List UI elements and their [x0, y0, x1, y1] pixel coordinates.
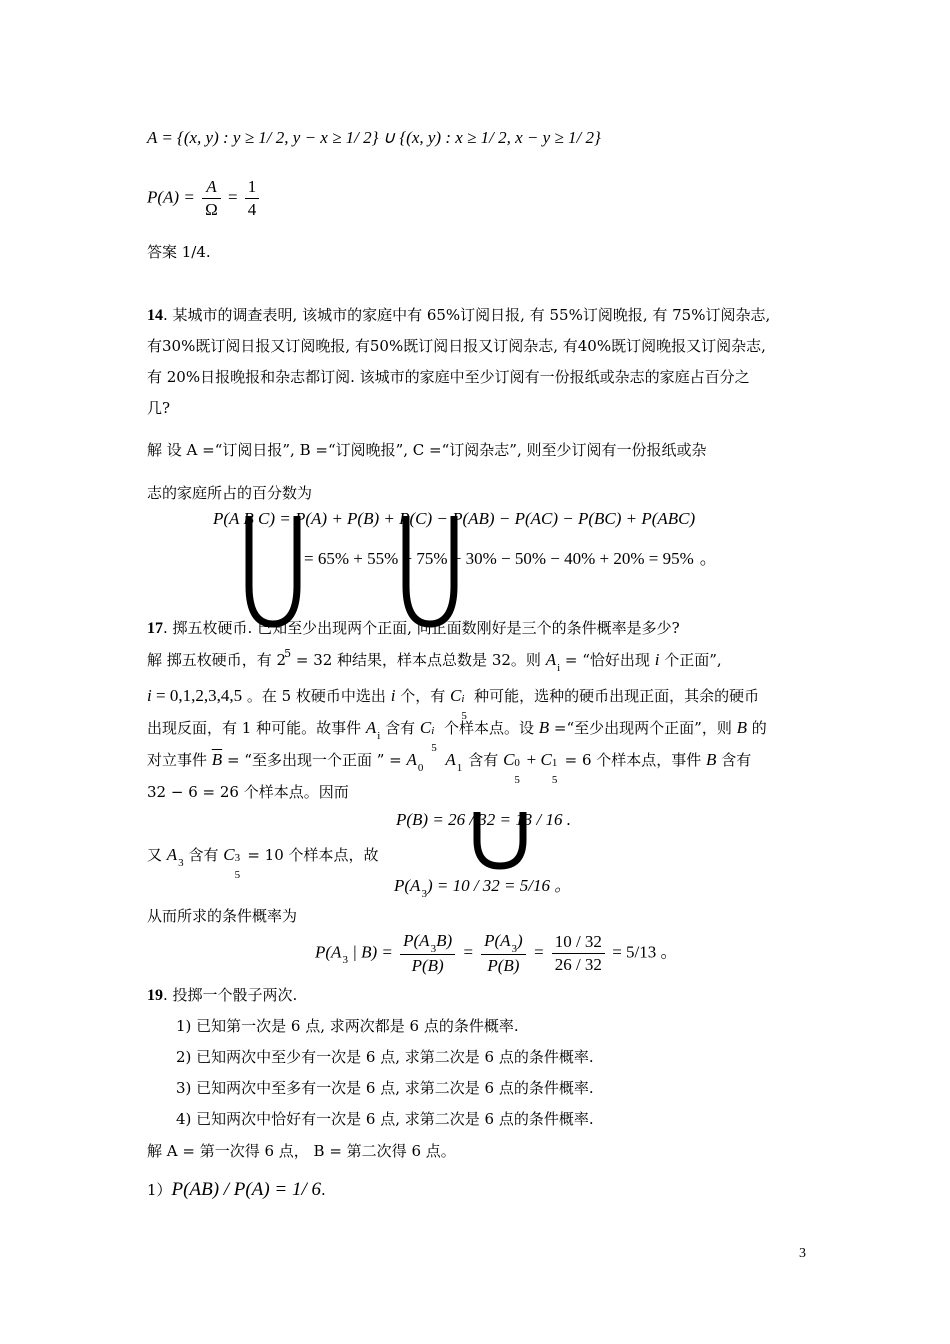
q17-line-3	[147, 686, 760, 722]
cond-f3-num: 10 / 32	[554, 932, 602, 951]
q14-solution-line-2: 志的家庭所占的百分数为	[147, 484, 313, 502]
q14-equation-2	[304, 549, 717, 569]
q17-l5-C0: C	[503, 750, 515, 769]
cond-fraction-2	[481, 930, 526, 977]
cond-lhs-sub: 3	[342, 954, 348, 967]
q17-l2b: = 32 种结果，样本点总数是 32。则	[291, 651, 546, 669]
q17-line-2	[147, 647, 722, 674]
q17-l4b: 含有	[380, 719, 420, 737]
q14-text-1: . 某城市的调查表明, 该城市的家庭中有 65%订阅日报, 有 55%订阅晚报, 有 75%订阅杂志,	[163, 306, 771, 324]
q17-line-7	[147, 845, 379, 881]
q17-l3-sup-i: i	[461, 693, 465, 705]
q17-l5-A0: A	[406, 750, 417, 769]
q17-l5-B: B	[706, 750, 717, 769]
q17-l4e: 的	[746, 719, 767, 737]
q17-l5-Bbar: $\overline{B}$	[211, 750, 223, 769]
q17-l3b: = 0,1,2,3,4,5	[151, 686, 243, 705]
cond-fraction-3	[552, 931, 605, 976]
prob-frac1-num: A	[206, 177, 217, 196]
cond-f1-den: P(B)	[400, 954, 455, 977]
q19-ans1-label: 1）	[147, 1181, 172, 1199]
union-symbol-2	[400, 516, 460, 628]
q17-l7a: 又	[147, 846, 167, 864]
q17-line-5	[147, 750, 752, 786]
q17-l5e: 含有	[716, 751, 752, 769]
q17-l2sup: 5	[284, 647, 292, 660]
prob-eq: =	[227, 187, 238, 207]
q17-l3C: C	[449, 686, 462, 705]
union-symbol-3	[471, 812, 529, 872]
q17-text-1: . 掷五枚硬币. 已知至少出现两个正面, 问正面数刚好是三个的条件概率是多少?	[163, 619, 680, 637]
q17-l7-sup3: 3	[234, 852, 241, 864]
q17-line-1	[147, 618, 680, 639]
cond-eq1: =	[458, 942, 474, 962]
q19-title-text: . 投掷一个骰子两次.	[163, 986, 298, 1004]
q17-l2a: 解 掷五枚硬币，有 2	[147, 651, 287, 669]
q19-ans1-end: .	[321, 1181, 326, 1199]
q17-l2i: i	[654, 650, 660, 669]
q14-line-3: 有 20%日报晚报和杂志都订阅. 该城市的家庭中至少订阅有一份报纸或杂志的家庭占百分之	[147, 368, 750, 386]
cond-f2n-sub: 3	[511, 943, 518, 955]
cond-f2n: P(A	[484, 931, 511, 950]
q14-eq2-end: 。	[699, 549, 717, 568]
prob-frac2-den: 4	[245, 198, 260, 221]
cond-lhs2: | B) =	[347, 942, 393, 962]
cond-fraction-1	[400, 930, 455, 977]
q17-l5-sub1: 1	[456, 762, 463, 774]
cond-f2-den: P(B)	[481, 954, 526, 977]
cond-f2n2: )	[517, 931, 523, 950]
cond-f2-num	[481, 930, 526, 954]
q17-l5-C1: C	[540, 750, 552, 769]
q17-l2A: A	[545, 650, 557, 669]
q17-l5-sub5a: 5	[514, 774, 520, 786]
q17-l3e2: 种可能，选种的硬币出现正面，其余的硬币	[469, 687, 760, 705]
q17-line-6: 32 − 6 = 26 个样本点。因而	[147, 783, 349, 801]
q17-l7-sub3: 3	[178, 857, 184, 869]
q17-l7-A: A	[166, 845, 178, 864]
cond-f1n-sub: 3	[430, 943, 437, 955]
cond-eq2: =	[528, 942, 545, 962]
q17-l4d: =“至少出现两个正面”，则	[549, 719, 737, 737]
q14-line-1	[147, 305, 770, 326]
q17-line-8: 从而所求的条件概率为	[147, 907, 298, 925]
q17-l5a: 对立事件	[147, 751, 212, 769]
prob-frac1-den: Ω	[202, 198, 221, 221]
q19-answer-1	[147, 1180, 326, 1200]
q17-l3-sub-5: 5	[461, 710, 467, 722]
cond-f1n2: B)	[436, 931, 453, 950]
q17-l2c: = “恰好出现	[560, 651, 655, 669]
cond-lhs: P(A	[315, 942, 342, 962]
q17-l7b: 含有	[183, 846, 224, 864]
page-number: 3	[799, 1246, 806, 1261]
q14-eq2-text: = 65% + 55% + 75% − 30% − 50% − 40% + 20% = 95%	[304, 549, 694, 568]
prob-fraction-2	[245, 176, 260, 221]
q17-l4-B: B	[538, 718, 550, 737]
q17-eqPA3-a: P(A	[394, 876, 421, 895]
q17-l5-sup1: 1	[551, 757, 558, 769]
q17-l3d: i	[390, 686, 396, 705]
prob-lhs: P(A) =	[147, 187, 195, 207]
q14-line-4: 几?	[147, 399, 171, 417]
q17-eq-PA3	[394, 876, 571, 898]
q17-l4-sub-i: i	[377, 730, 381, 742]
q17-conditional-formula	[315, 930, 678, 977]
q17-eqPA3-sub: 3	[421, 888, 427, 900]
q17-eqPA3-b: ) = 10 / 32 = 5/16 。	[426, 876, 572, 895]
q17-line-4	[147, 718, 767, 754]
q17-eq-PB: P(B) = 26 / 32 = 13 / 16 .	[396, 810, 571, 829]
q17-l5b: = “至多出现一个正面 ” =	[222, 751, 407, 769]
q19-item-3: 3) 已知两次中至多有一次是 6 点, 求第二次是 6 点的条件概率.	[176, 1079, 594, 1097]
q19-item-4: 4) 已知两次中恰好有一次是 6 点, 求第二次是 6 点的条件概率.	[176, 1110, 594, 1128]
q14-solution-line-1: 解 设 A =“订阅日报”, B =“订阅晚报”, C =“订阅杂志”, 则至少订阅有一份报纸或杂	[147, 441, 707, 459]
q19-solution: 解 A = 第一次得 6 点， B = 第二次得 6 点。	[147, 1142, 456, 1160]
q17-l4: 出现反面，有 1 种可能。故事件	[147, 719, 366, 737]
q14-line-2: 有30%既订阅日报又订阅晚报, 有50%既订阅日报又订阅杂志, 有40%既订阅晚报又订阅杂志,	[147, 337, 766, 355]
q19-item-2: 2) 已知两次中至少有一次是 6 点, 求第二次是 6 点的条件概率.	[176, 1048, 594, 1066]
q19-title	[147, 985, 297, 1006]
prob-frac2-num: 1	[247, 177, 257, 196]
set-definition: A = {(x, y) : y ≥ 1/ 2, y − x ≥ 1/ 2} ∪ {(x, y) : x ≥ 1/ 2, x − y ≥ 1/ 2}	[147, 128, 601, 147]
q17-l4-sub-5: 5	[431, 742, 437, 754]
cond-f3-den: 26 / 32	[552, 953, 605, 976]
q17-l4-sup-i: i	[431, 725, 435, 737]
q17-l4c: 个样本点。设	[439, 719, 539, 737]
q17-l3a: i	[147, 686, 152, 705]
q17-l4-A: A	[365, 718, 377, 737]
q14-number: 14	[147, 307, 163, 324]
q17-l2sub: i	[557, 662, 561, 674]
q17-l5-A1: A	[445, 750, 456, 769]
q17-l4-C: C	[419, 718, 432, 737]
q17-l7-C: C	[223, 845, 235, 864]
union-symbol-1	[243, 516, 303, 628]
q19-item-1: 1) 已知第一次是 6 点, 求两次都是 6 点的条件概率.	[176, 1017, 519, 1035]
q17-l5-sup0: 0	[514, 757, 520, 769]
q19-ans1-formula: P(AB) / P(A) = 1/ 6	[171, 1179, 322, 1200]
q17-l3c: 。在 5 枚硬币中选出	[242, 687, 391, 705]
q17-l5-sub0: 0	[417, 762, 424, 774]
q19-number: 19	[147, 987, 163, 1004]
q17-l2d: 个正面”,	[659, 651, 722, 669]
cond-f1n: P(A	[403, 931, 430, 950]
answer-13: 答案 1/4.	[147, 243, 211, 261]
q17-l7c: = 10 个样本点，故	[242, 846, 379, 864]
cond-end: = 5/13 。	[612, 942, 678, 962]
q17-l3e: 个，有	[395, 687, 450, 705]
q17-l7-sub5: 5	[234, 869, 241, 881]
q17-l5c: 含有	[468, 751, 504, 769]
q17-l4-B2: B	[736, 718, 747, 737]
q17-l5d: = 6 个样本点，事件	[559, 751, 707, 769]
q17-number: 17	[147, 620, 163, 637]
q14-equation-1: P(A B C) = P(A) + P(B) + P(C) − P(AB) − P(AC) − P(BC) + P(ABC)	[213, 509, 696, 528]
q17-l5-sub5b: 5	[551, 774, 558, 786]
q17-l5-plus: +	[522, 750, 541, 769]
probability-formula	[147, 176, 262, 221]
cond-f1-num	[400, 930, 455, 954]
prob-fraction-1	[202, 176, 221, 221]
